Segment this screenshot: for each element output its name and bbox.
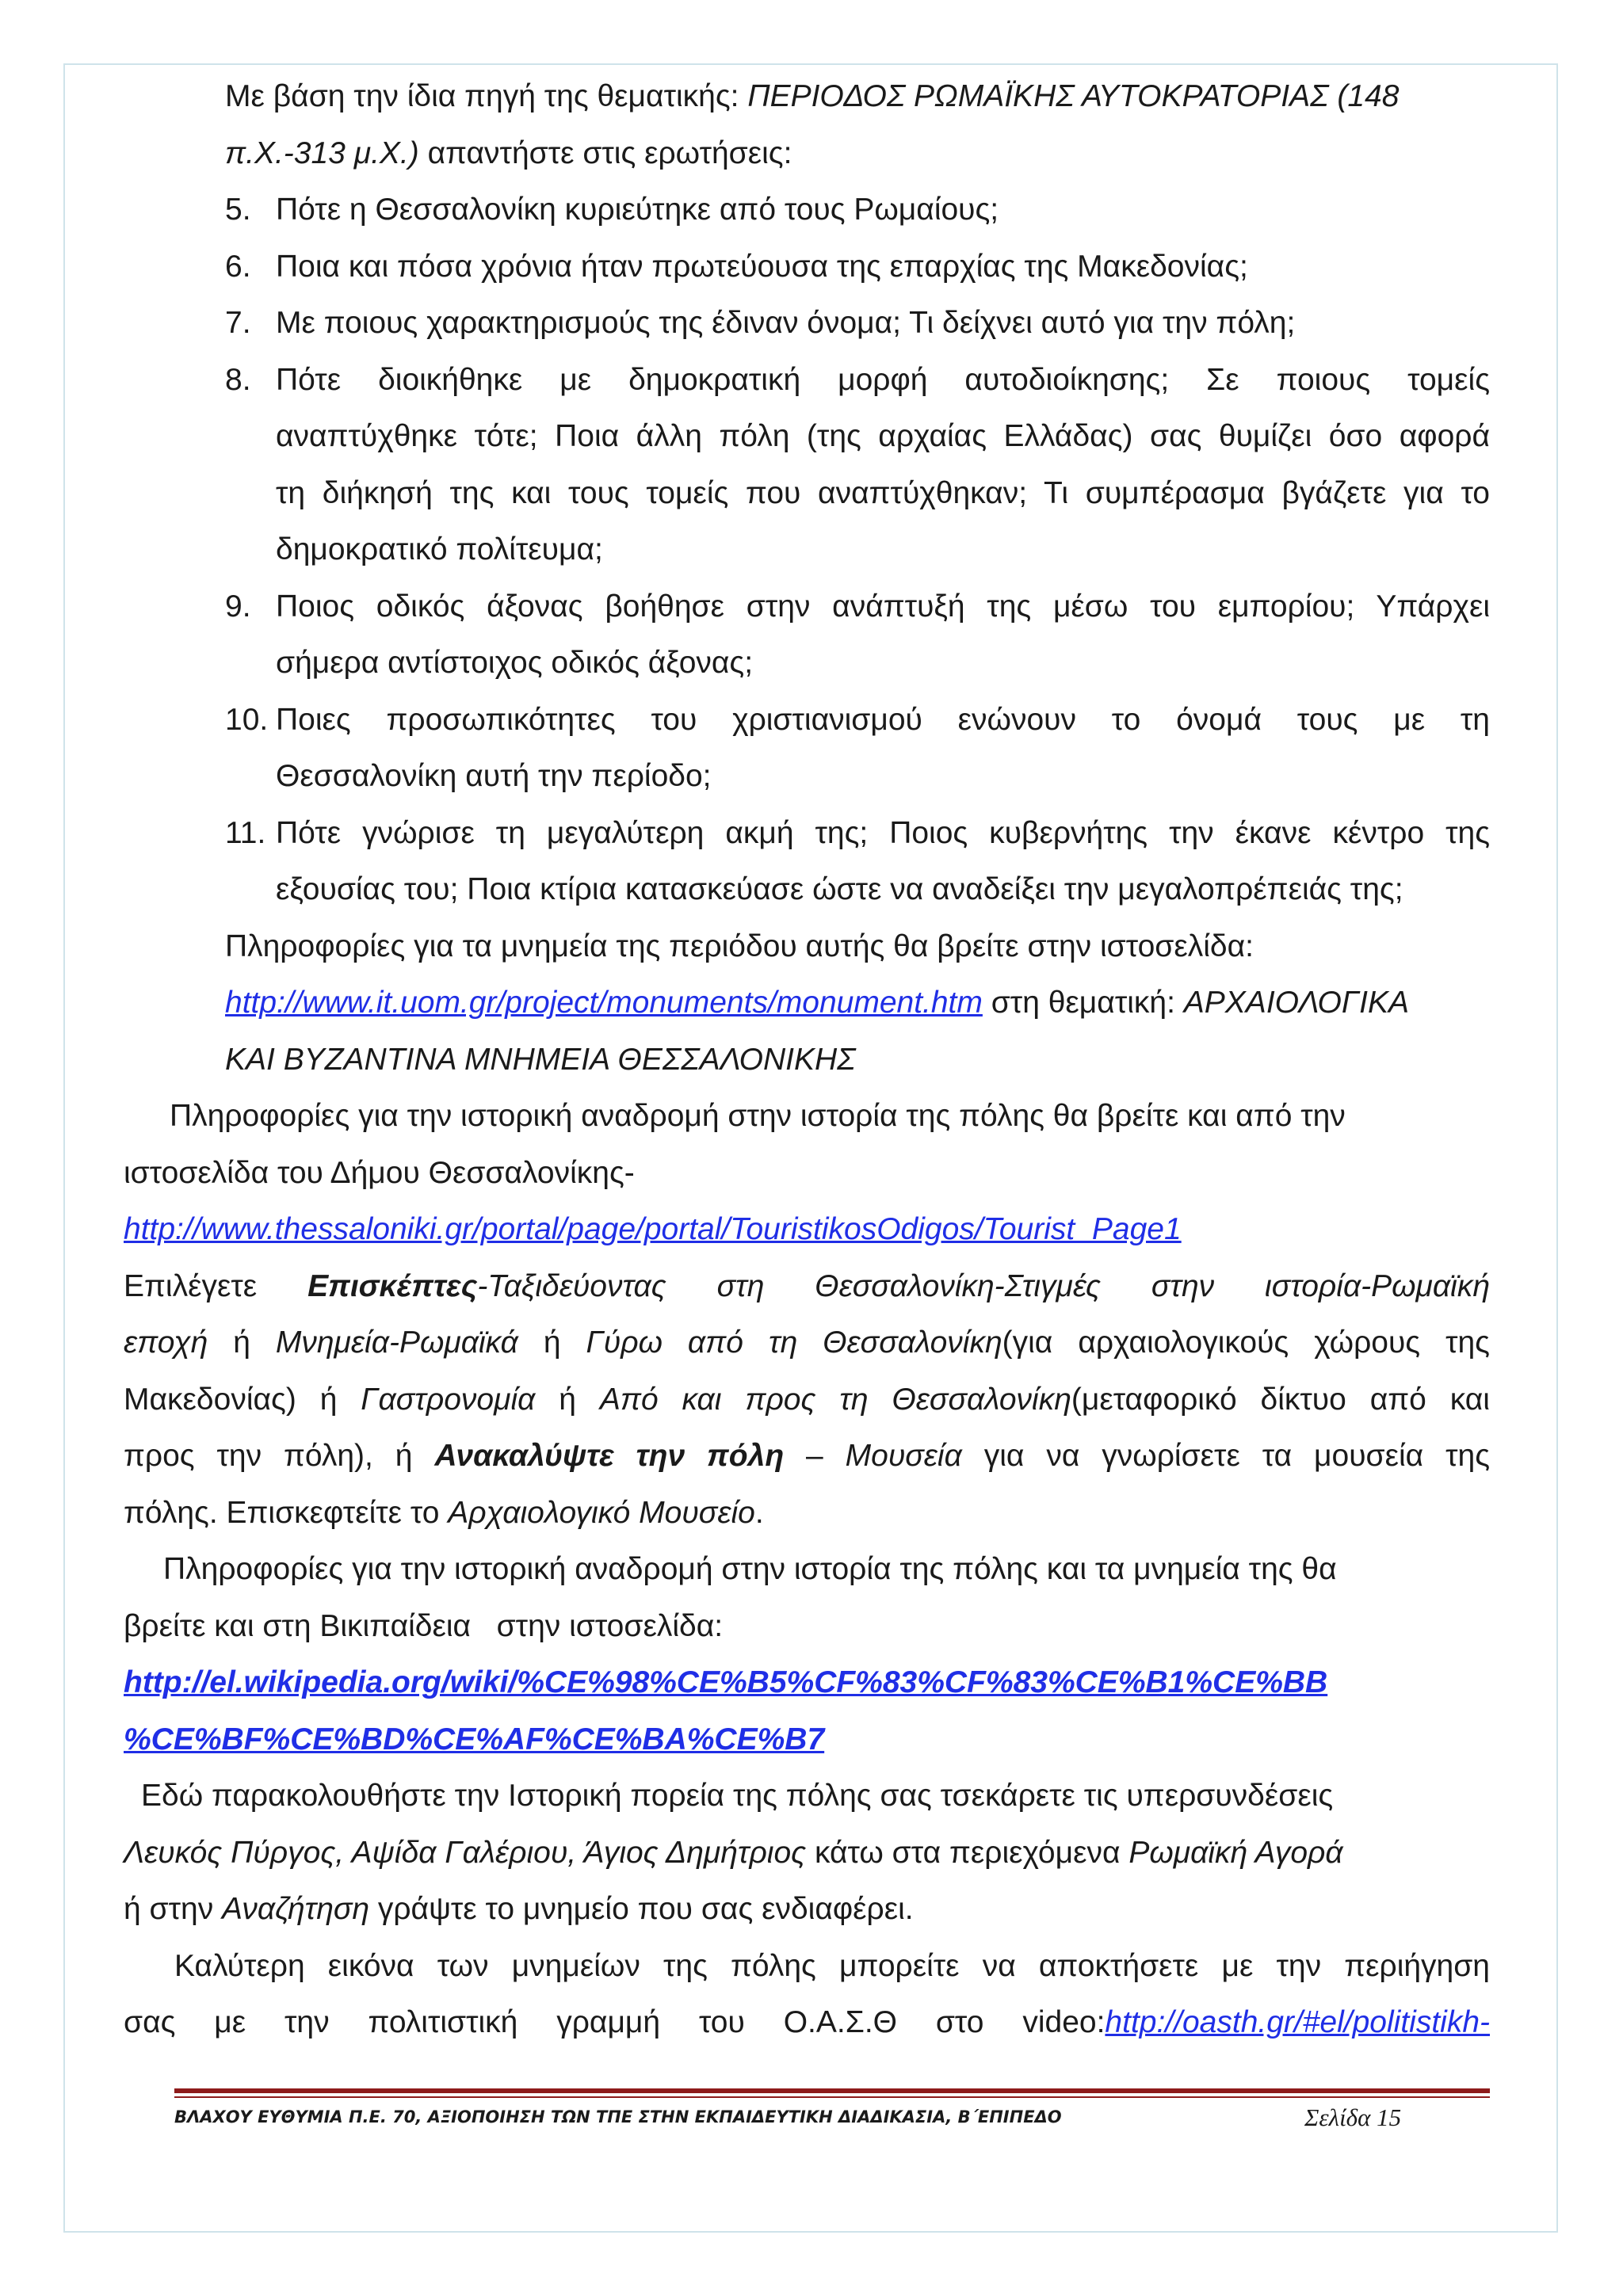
oasth-paragraph: Καλύτερη εικόνα των μνημείων της πόλης μπορείτε να αποκτήσετε με την περιήγηση σας με την πολιτιστική γραμμή του Ο.Α.Σ.Θ στο video:http://oasth.gr/#el/politistikh-: [124, 1948, 1490, 2039]
monuments-link[interactable]: http://www.it.uom.gr/project/monuments/monument.htm: [225, 986, 983, 1020]
municipality-link-line: [124, 1201, 1490, 1258]
question-7: 7. Με ποιους χαρακτηρισμούς της έδιναν όνομα; Τι δείχνει αυτό για την πόλη;: [225, 306, 1296, 340]
theme-title: ΠΕΡΙΟΔΟΣ ΡΩΜΑΪΚΗΣ ΑΥΤΟΚΡΑΤΟΡΙΑΣ (148: [747, 79, 1400, 113]
municipality-intro: Πληροφορίες για την ιστορική αναδρομή στην ιστορία της πόλης θα βρείτε και από την: [170, 1099, 1346, 1133]
question-5: 5. Πότε η Θεσσαλονίκη κυριεύτηκε από τους Ρωμαίους;: [225, 193, 999, 227]
wikipedia-link-cont[interactable]: %CE%BF%CE%BD%CE%AF%CE%BA%CE%B7: [124, 1722, 825, 1756]
monuments-intro: Πληροφορίες για τα μνημεία της περιόδου αυτής θα βρείτε στην ιστοσελίδα:: [225, 929, 1254, 963]
footer-rule-thin: [174, 2096, 1490, 2098]
document-body: [124, 68, 1490, 2051]
monuments-theme-line: ΚΑΙ ΒΥΖΑΝΤΙΝΑ ΜΝΗΜΕΙΑ ΘΕΣΣΑΛΟΝΙΚΗΣ: [225, 1042, 856, 1077]
monuments-link-line: http://www.it.uom.gr/project/monuments/monument.htm στη θεματική: ΑΡΧΑΙΟΛΟΓΙΚΑ: [225, 986, 1409, 1020]
intro-line-2: π.Χ.-313 μ.Χ.) απαντήστε στις ερωτήσεις:: [225, 135, 792, 170]
question-6: 6. Ποια και πόσα χρόνια ήταν πρωτεύουσα της επαρχίας της Μακεδονίας;: [225, 249, 1248, 284]
question-10: 10. Ποιες προσωπικότητες του χριστιανισμού ενώνουν το όνομά τους με τη Θεσσαλονίκη αυτή την περίοδο;: [225, 702, 1490, 793]
wikipedia-paragraph: Πληροφορίες για την ιστορική αναδρομή στην ιστορία της πόλης και τα μνημεία της θα βρείτε και στη Βικιπαίδεια στην ιστοσελίδα: http://el.wikipedia.org/wiki/%CE%98%CE%B5%CF%83%CF%83%CE%B1%CE%BB %CE%BF%CE%BD%CE%AF%CE%BA%CE%B7: [124, 1552, 1337, 1756]
history-paragraph: Εδώ παρακολουθήστε την Ιστορική πορεία της πόλης σας τσεκάρετε τις υπερσυνδέσεις Λευκός Πύργος, Αψίδα Γαλέριου, Άγιος Δημήτριος κάτω στα περιεχόμενα Ρωμαϊκή Αγορά ή στην Αναζήτηση γράψτε το μνημείο που σας ενδιαφέρει.: [124, 1779, 1343, 1926]
question-8: 8. Πότε διοικήθηκε με δημοκρατική μορφή αυτοδιοίκησης; Σε ποιους τομείς αναπτύχθηκε τότε; Ποια άλλη πόλη (της αρχαίας Ελλάδας) σας θυμίζει όσο αφορά τη διήκησή της και τους τομείς που αναπτύχθηκαν; Τι συμπέρασμα βγάζετε για το δημοκρατικό πολίτευμα;: [225, 362, 1490, 566]
footer-rule-thick: [174, 2088, 1490, 2093]
page-number: Σελίδα 15: [1304, 2103, 1402, 2131]
wikipedia-link[interactable]: http://el.wikipedia.org/wiki/%CE%98%CE%B5%CF%83%CF%83%CE%B1%CE%BB: [124, 1665, 1328, 1699]
municipality-link[interactable]: http://www.thessaloniki.gr/portal/page/portal/TouristikosOdigos/Tourist_Page1: [124, 1212, 1182, 1246]
municipality-intro-2: ιστοσελίδα του Δήμου Θεσσαλονίκης-: [124, 1155, 635, 1190]
intro-line-1: Με βάση την ίδια πηγή της θεματικής: ΠΕΡΙΟΔΟΣ ΡΩΜΑΪΚΗΣ ΑΥΤΟΚΡΑΤΟΡΙΑΣ (148: [225, 79, 1400, 113]
question-11: 11. Πότε γνώρισε τη μεγαλύτερη ακμή της; Ποιος κυβερνήτης την έκανε κέντρο της εξουσίας του; Ποια κτίρια κατασκεύασε ώστε να αναδείξει την μεγαλοπρέπειάς της;: [225, 815, 1490, 906]
footer-author: ΒΛΑΧΟΥ ΕΥΘΥΜΙΑ Π.Ε. 70, ΑΞΙΟΠΟΙΗΣΗ ΤΩΝ ΤΠΕ ΣΤΗΝ ΕΚΠΑΙΔΕΥΤΙΚΗ ΔΙΑΔΙΚΑΣΙΑ, Β΄ΕΠΙΠΕΔΟ: [174, 2107, 1062, 2126]
navigation-instructions: Επιλέγετε Επισκέπτες-Ταξιδεύοντας στη Θεσσαλονίκη-Στιγμές στην ιστορία-Ρωμαϊκή εποχή ή Μνημεία-Ρωμαϊκά ή Γύρω από τη Θεσσαλονίκη(για αρχαιολογικούς χώρους της Μακεδονίας) ή Γαστρονομία ή Από και προς τη Θεσσαλονίκη(μεταφορικό δίκτυο από και προς την πόλη), ή Ανακαλύψτε την πόλη – Μουσεία για να γνωρίσετε τα μουσεία της πόλης. Επισκεφτείτε το Αρχαιολογικό Μουσείο.: [124, 1268, 1490, 1530]
question-9: 9. Ποιος οδικός άξονας βοήθησε στην ανάπτυξή της μέσω του εμπορίου; Υπάρχει σήμερα αντίστοιχος οδικός άξονας;: [225, 589, 1490, 680]
oasth-link[interactable]: http://oasth.gr/#el/politistikh-: [1105, 2005, 1490, 2039]
